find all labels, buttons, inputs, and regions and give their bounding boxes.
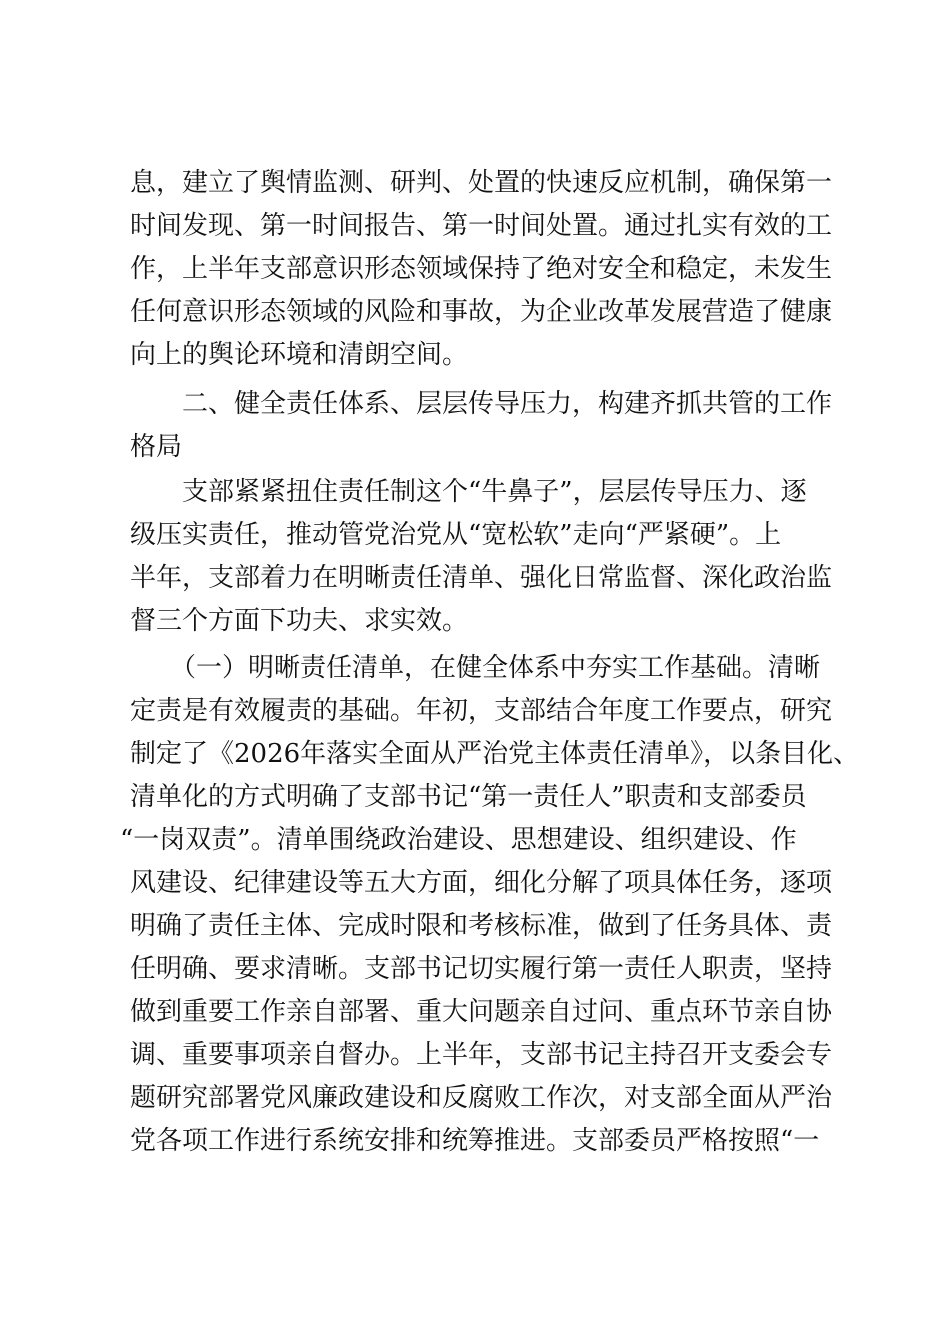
text-line: 半年，支部着力在明晰责任清单、强化日常监督、深化政治监 (130, 563, 833, 593)
subsection-line: （一）明晰责任清单，在健全体系中夯实工作基础。清晰 (170, 653, 821, 683)
text-line: 党各项工作进行系统安排和统筹推进。支部委员严格按照“一 (130, 1126, 820, 1156)
text-line: 作，上半年支部意识形态领域保持了绝对安全和稳定，未发生 (130, 254, 833, 284)
text-line: 任何意识形态领域的风险和事故，为企业改革发展营造了健康 (130, 297, 833, 327)
text-line: 调、重要事项亲自督办。上半年，支部书记主持召开支委会专 (130, 1040, 833, 1070)
text-line: 题研究部署党风廉政建设和反腐败工作次，对支部全面从严治 (130, 1083, 833, 1113)
text-line: 风建设、纪律建设等五大方面，细化分解了项具体任务，逐项 (130, 868, 833, 898)
text-line: 清单化的方式明确了支部书记“第一责任人”职责和支部委员 (130, 782, 807, 812)
text-line: 息，建立了舆情监测、研判、处置的快速反应机制，确保第一 (130, 168, 833, 198)
section-heading: 二、健全责任体系、层层传导压力，构建齐抓共管的工作 (182, 389, 833, 419)
text-line: 做到重要工作亲自部署、重大问题亲自过问、重点环节亲自协 (130, 997, 833, 1027)
text-line: 支部紧紧扭住责任制这个“牛鼻子”，层层传导压力、逐 (182, 477, 807, 507)
text-line: 定责是有效履责的基础。年初，支部结合年度工作要点，研究 (130, 696, 833, 726)
section-heading-continuation: 格局 (130, 432, 183, 462)
text-line: “一岗双责”。清单围绕政治建设、思想建设、组织建设、作 (120, 825, 797, 855)
text-line: 制定了《2026年落实全面从严治党主体责任清单》，以条目化、 (130, 739, 860, 769)
text-line: 任明确、要求清晰。支部书记切实履行第一责任人职责，坚持 (130, 954, 833, 984)
text-line: 时间发现、第一时间报告、第一时间处置。通过扎实有效的工 (130, 211, 833, 241)
text-line: 级压实责任，推动管党治党从“宽松软”走向“严紧硬”。上 (130, 520, 782, 550)
text-line: 向上的舆论环境和清朗空间。 (130, 340, 469, 370)
text-line: 督三个方面下功夫、求实效。 (130, 606, 469, 636)
text-line: 明确了责任主体、完成时限和考核标准，做到了任务具体、责 (130, 911, 833, 941)
